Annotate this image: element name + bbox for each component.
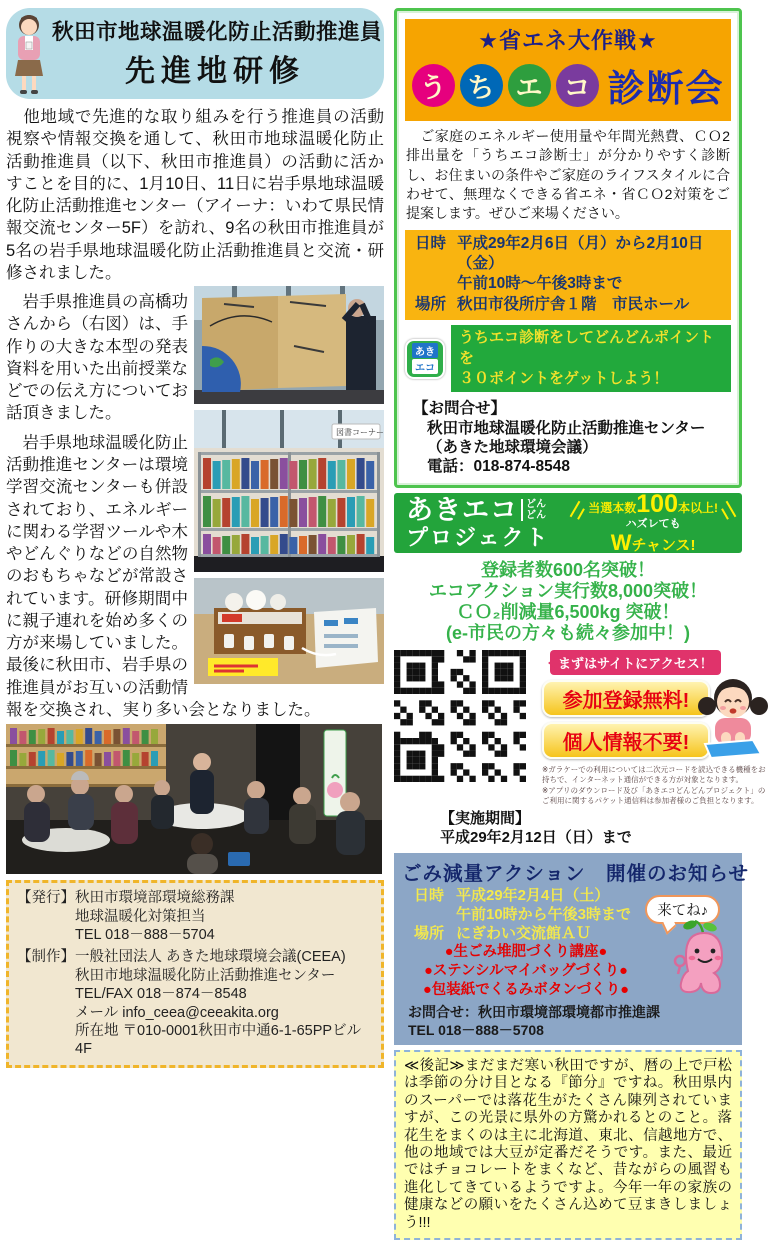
photo-display-table [194, 578, 384, 684]
gomi-contact-line1: お問合せ：秋田市環境部環境都市推進課 [408, 1003, 660, 1020]
uchieco-logo-row [409, 58, 727, 112]
point-line1: うちエコ診断をしてどんどんポイントを [459, 329, 715, 367]
uchieco-schedule-box [405, 230, 731, 321]
pink-sprout-mascot-icon [668, 921, 738, 1000]
note1: ※ガラケーでの利用については二次元コードを読込できる機種をお持ちで、インターネット通信ができる方が対象となります。 [542, 764, 766, 785]
uchieco-circle-e: エ [508, 64, 551, 107]
schedule-place-label: 場所 [415, 295, 447, 313]
produce-line: 一般社団法人 あきた地球環境会議(CEEA) [75, 949, 346, 966]
note2: ※アプリのダウンロード及び「あきエコどんどんプロジェクト」のご利用に関するパケット通信料は参加者様のご負担となります。 [542, 785, 766, 806]
akieco-app-icon [405, 339, 445, 379]
uchieco-circle-ko: コ [556, 64, 599, 107]
period-value: 平成29年2月12日（日）まで [440, 829, 632, 847]
uchieco-title-suffix: 診断会 [607, 68, 725, 109]
implementation-period [440, 809, 742, 848]
uchieco-circle-u: う [412, 64, 455, 107]
produce-line: TEL/FAX 018－874－8548 [75, 986, 247, 1003]
produce-lines [75, 948, 375, 1058]
photo-presentation [194, 286, 384, 404]
contact-label: 【お問合せ】 [413, 400, 507, 418]
gomi-action-box [394, 853, 749, 1045]
registration-buttons [534, 650, 767, 807]
photo-meeting [6, 724, 382, 874]
point-campaign-box [451, 325, 731, 392]
no-personal-info-button: 個人情報不要! [542, 722, 710, 759]
uchieco-header-top: ★省エネ大作戦★ [478, 28, 658, 53]
left-column [6, 8, 384, 1058]
photo-bookshelf [194, 410, 384, 572]
logo-dondon: どん どん [521, 499, 546, 521]
page-title-line1: 秋田市地球温暖化防止活動推進員 [52, 20, 383, 44]
gomi-title: ごみ減量アクション 開催のお知らせ [402, 862, 749, 885]
gomi-place-label: 場所 [414, 924, 445, 942]
gomi-contact [408, 1003, 734, 1039]
publisher-issue-row [17, 889, 375, 944]
akieco-badge-top: あき [412, 343, 438, 358]
gomi-item: ●生ごみ堆肥づくり講座● [444, 944, 608, 961]
uchieco-circle-chi: ち [460, 64, 503, 107]
gomi-item: ●包装紙でくるみボタンづくり● [422, 981, 629, 998]
contact-line2: （あきた地球環境会議） [427, 438, 598, 456]
schedule-date-label: 日時 [415, 234, 447, 252]
speech-bubble: 来てね♪ [645, 895, 720, 924]
publisher-box [6, 880, 384, 1068]
uchieco-header [405, 19, 731, 121]
article-title-box [6, 8, 384, 99]
issue-line: 秋田市環境部環境総務課 [75, 890, 235, 907]
gomi-contact-phone: TEL 018－888－5708 [408, 1021, 544, 1038]
akieco-project-logo [406, 494, 550, 550]
period-label: 【実施期間】 [440, 809, 531, 827]
uchieco-contact [413, 399, 731, 477]
access-site-button: まずはサイトにアクセス！ [550, 650, 721, 675]
produce-label: 【制作】 [17, 949, 75, 966]
photo-column [194, 286, 384, 690]
contact-phone: 電話：018-874-8548 [427, 458, 571, 476]
editor-postscript [394, 1050, 742, 1240]
campaign-stats [394, 560, 742, 645]
stat-line: エコアクション実行数8,000突破！ [428, 580, 708, 601]
gomi-date1: 平成29年2月4日（土） [456, 886, 610, 904]
qr-code [394, 650, 534, 807]
issue-line: TEL 018－888－5704 [75, 926, 215, 943]
postscript-text: ≪後記≫まだまだ寒い秋田ですが、暦の上では季節の分け目となる『節分』ですね。秋田県内のスーパーでは落花生がたくさん陳列されていますが、この光景に県外の方驚かれるとのこと。落花生をまくのは主に北海道、東北、信越地方で、他の地域では大豆が定番だそうです。また、最近ではチョコレートをまくなど、昔ながらの風習も進化してきているようですよ。今年一年の家族の健康などの願いをたくさん込めて豆まきしましょう!!! [404, 1058, 732, 1231]
akieco-project-banner [394, 489, 742, 555]
produce-email: メール info_ceea@ceeakita.org [75, 1004, 279, 1021]
right-column [394, 8, 766, 1231]
registration-notes [542, 765, 767, 807]
gomi-date2: 午前10時から午後3時まで [456, 905, 632, 923]
schedule-place: 秋田市役所庁舎１階 市民ホール [457, 295, 690, 313]
gomi-date-label: 日時 [414, 886, 445, 904]
uchieco-article-box [394, 8, 742, 488]
svg-text:図書コーナー: 図書コーナー [336, 428, 384, 438]
page-title-line2: 先進地研修 [125, 55, 305, 88]
schedule-date1: 平成29年2月6日（月）から2月10日（金） [457, 234, 704, 273]
woman-presenter-icon [8, 12, 50, 101]
produce-line: 秋田市地球温暖化防止活動推進センター [75, 967, 336, 984]
article-paragraph-1: 他地域で先進的な取り組みを行う推進員の活動視察や情報交換を通して、秋田市地球温暖化防止活動推進員（以下、秋田市推進員）の活動に活かすことを目的に、1月10日、11日に岩手県地球温暖化防止活動推進センター（アイーナ：いわて県民情報交流センター5F）を訪れ、9名の秋田市推進員が5名の岩手県地球温暖化防止活動推進員と交流・研修されました。 [6, 108, 384, 282]
contact-line1: 秋田市地球温暖化防止活動推進センター [427, 419, 706, 437]
gomi-item: ●ステンシルマイバッグづくり● [424, 962, 628, 979]
postscript-signature: 戸松 [703, 1058, 732, 1075]
stat-line: 登録者数600名突破！ [480, 559, 656, 580]
issue-label: 【発行】 [17, 890, 75, 907]
gomi-workshop-list [402, 943, 650, 1000]
akieco-badge-bottom: エコ [412, 359, 438, 374]
prize-announcement: 当選本数100本以上! ハズレても Wチャンス! [574, 492, 732, 554]
registration-section [394, 650, 766, 807]
point-campaign-row [405, 325, 731, 392]
article-paragraph-2: 岩手県推進員の高橋功さんから（右図）は、手作りの大きな本型の発表資料を用いた出前授業などでの伝え方についてお話頂きました。 [6, 293, 188, 423]
uchieco-body: ご家庭のエネルギー使用量や年間光熱費、ＣＯ2排出量を「うちエコ診断士」が分かりやすく診断し、お住まいの条件やご家庭のライフスタイルに合わせて、無理なくできる省エネ・省ＣＯ2対策をご提案します。ぜひご来場ください。 [406, 128, 730, 222]
schedule-date2: 午前10時～午後3時まで [457, 275, 623, 293]
logo-sub: プロジェクト [406, 524, 550, 550]
publisher-produce-row [17, 948, 375, 1058]
stat-line: (e-市民の方々も続々参加中！) [446, 623, 690, 644]
point-line2: ３０ポイントをゲットしよう！ [459, 369, 669, 387]
article-paragraph-3: 岩手県地球温暖化防止活動推進センターは環境学習交流センターも併設されており、エネルギーに関わる学習ツールや木やどんぐりなどの自然物のおもちゃなどが常設されています。研修期間中に親子連れを始め多くの方が来場していました。最後に秋田市、岩手県の推進員がお互いの活動情報を交換され、実り多い会となりました。 [6, 433, 321, 719]
produce-address: 所在地 〒010-0001秋田市中通6-1-65PPビル4F [75, 1023, 362, 1058]
logo-main: あきエコ [406, 494, 518, 525]
girl-with-tablet-icon [697, 672, 769, 763]
issue-lines [75, 889, 235, 944]
issue-line: 地球温暖化対策担当 [75, 908, 206, 925]
gomi-place: にぎわい交流館ＡＵ [456, 924, 592, 942]
stat-line: ＣＯ₂削減量6,500kg 突破！ [456, 602, 680, 623]
free-registration-button: 参加登録無料! [542, 680, 710, 717]
